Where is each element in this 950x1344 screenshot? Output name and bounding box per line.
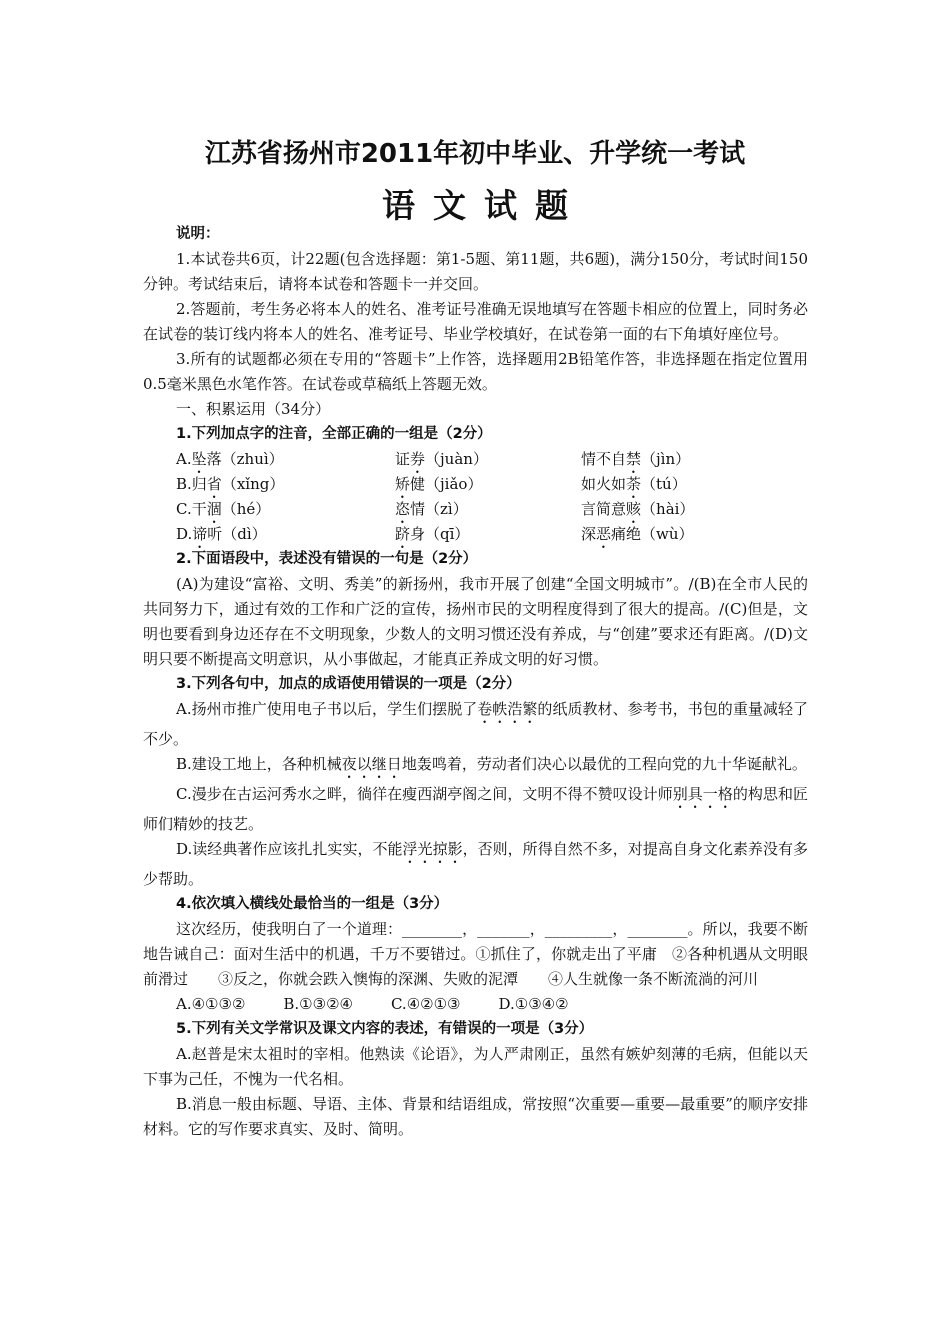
q1-cell: 证券（juàn）: [395, 450, 488, 468]
q4-option: A.④①③②: [176, 995, 246, 1013]
q2-passage: (A)为建设“富裕、文明、秀美”的新扬州，我市开展了创建“全国文明城市”。/(B)在全市人民的共同努力下，通过有效的工作和广泛的宣传，扬州市民的文明程度得到了很大的提高。/(C)但是，文明也要看到身边还存在不文明现象，少数人的文明习惯还没有养成，与“创建”要求还有距离。/(D)文明只要不断提高文明意识，从小事做起，才能真正养成文明的好习惯。: [143, 575, 808, 668]
q3-option: C.漫步在古运河秀水之畔，徜徉在瘦西湖亭阁之间，文明不得不赞叹设计师别具一格的构思和匠师们精妙的技艺。: [143, 785, 808, 833]
q1-cell: B.归省（xǐng）: [176, 475, 285, 493]
q1-cell: 恣情（zì）: [395, 500, 468, 518]
q1-cell: 言简意赅（hài）: [581, 500, 695, 518]
q4-option: D.①③④②: [498, 995, 569, 1013]
q1-cell: 矫健（jiǎo）: [395, 475, 483, 493]
q5-option: B.消息一般由标题、导语、主体、背景和结语组成，常按照“次重要—重要—最重要”的顺序安排材料。它的写作要求真实、及时、简明。: [143, 1095, 808, 1138]
question-stem: 2.下面语段中，表述没有错误的一句是（2分）: [176, 551, 478, 567]
q3-option: B.建设工地上，各种机械夜以继日地轰鸣着，劳动者们决心以最优的工程向党的九十华诞献礼。: [176, 755, 807, 773]
q1-option-row: [143, 522, 808, 547]
instruction-item: 1.本试卷共6页，计22题(包含选择题：第1-5题、第11题，共6题)，满分150分，考试时间150分钟。考试结束后，请将本试卷和答题卡一并交回。: [143, 250, 808, 293]
q1-cell: D.谛听（dì）: [176, 525, 267, 543]
q5-option: A.赵普是宋太祖时的宰相。他熟读《论语》，为人严肃刚正，虽然有嫉妒刻薄的毛病，但能以天下事为己任，不愧为一代名相。: [143, 1045, 808, 1088]
q1-option-row: [143, 497, 808, 522]
question-stem: 4.依次填入横线处最恰当的一组是（3分）: [176, 896, 449, 912]
q1-cell: 如火如荼（tú）: [581, 475, 687, 493]
question-stem: 3.下列各句中，加点的成语使用错误的一项是（2分）: [176, 676, 521, 692]
q1-cell: 跻身（qī）: [395, 525, 470, 543]
instruction-item: 2.答题前，考生务必将本人的姓名、准考证号准确无误地填写在答题卡相应的位置上，同时务必在试卷的装订线内将本人的姓名、准考证号、毕业学校填好，在试卷第一面的右下角填好座位号。: [143, 300, 808, 343]
q3-option: A.扬州市推广使用电子书以后，学生们摆脱了卷帙浩繁的纸质教材、参考书，书包的重量减轻了不少。: [143, 700, 808, 748]
q1-option-row: [143, 447, 808, 472]
question-stem: 5.下列有关文学常识及课文内容的表述，有错误的一项是（3分）: [176, 1021, 594, 1037]
q1-cell: A.坠落（zhuì）: [176, 450, 284, 468]
q1-cell: C.干涸（hé）: [176, 500, 271, 518]
question-stem: 1.下列加点字的注音，全部正确的一组是（2分）: [176, 426, 492, 442]
q1-options: [143, 447, 808, 547]
q1-cell: 情不自禁（jìn）: [581, 450, 691, 468]
q4-option: B.①③②④: [283, 995, 353, 1013]
q1-option-row: [143, 472, 808, 497]
exam-title: 江苏省扬州市2011年初中毕业、升学统一考试: [204, 139, 746, 169]
q4-options: [143, 992, 808, 1017]
q1-cell: 深恶痛绝（wù）: [581, 525, 694, 543]
instructions-heading: 说明：: [176, 226, 220, 242]
exam-content: [143, 222, 808, 1142]
section-title: 一、积累运用（34分）: [176, 400, 331, 418]
exam-subject-title: 语文试题: [382, 186, 586, 225]
q4-passage: 这次经历，使我明白了一个道理：________，_______，_________，________。所以，我要不断地告诫自己：面对生活中的机遇，千万不要错过。①抓住了，你就走出了平庸 ②各种机遇从文明眼前滑过 ③反之，你就会跌入懊悔的深渊、失败的泥潭 ④人生就像一条不断流淌的河川: [143, 920, 808, 988]
q3-option: D.读经典著作应该扎扎实实，不能浮光掠影，否则，所得自然不多，对提高自身文化素养没有多少帮助。: [143, 840, 808, 888]
instruction-item: 3.所有的试题都必须在专用的“答题卡”上作答，选择题用2B铅笔作答，非选择题在指定位置用0.5毫米黑色水笔作答。在试卷或草稿纸上答题无效。: [143, 350, 808, 393]
q4-option: C.④②①③: [390, 995, 461, 1013]
